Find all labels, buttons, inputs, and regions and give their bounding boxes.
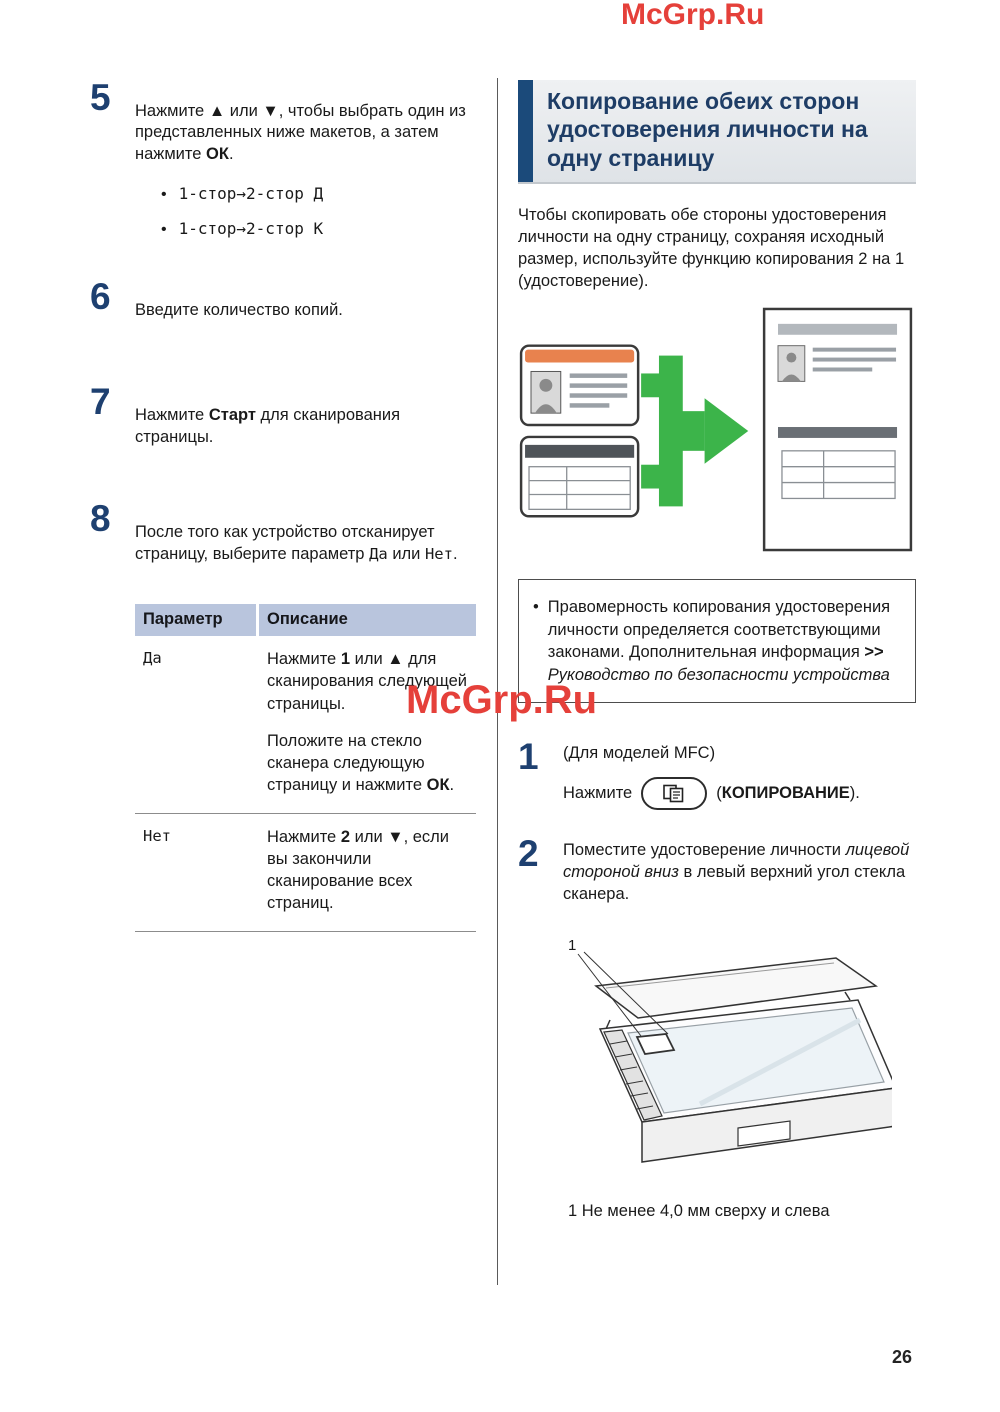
step-1 xyxy=(518,736,916,810)
step-text: Введите количество копий. xyxy=(135,300,343,319)
step-number: 8 xyxy=(90,498,111,540)
note-bullet: • xyxy=(533,598,539,617)
param-cell: Да xyxy=(135,636,259,814)
step-text: После того как устройство отсканирует страницу, выберите параметр Да или Нет. xyxy=(135,522,458,563)
options-table xyxy=(135,604,476,932)
desc-cell xyxy=(259,814,476,932)
step-body xyxy=(135,80,478,253)
step1-key-line: Нажмите (КОПИРОВАНИЕ). xyxy=(563,777,916,810)
step-body xyxy=(135,279,478,338)
step-text: Нажмите Старт для сканирования страницы. xyxy=(135,405,401,446)
step-number: 5 xyxy=(90,77,111,118)
note-text: Правомерность копирования удостоверения личности определяется соответствующими законами. Дополнительная информация >> Руководство по безопасности устройства xyxy=(547,598,891,684)
page-number: 26 xyxy=(892,1347,913,1367)
step-body xyxy=(135,384,478,465)
left-column xyxy=(90,77,478,932)
layout-option-list xyxy=(161,183,478,241)
intro-paragraph: Чтобы скопировать обе стороны удостоверения личности на одну страницу, сохраняя исходный размер, используйте функцию копирования 2 на 1 (удостоверение). xyxy=(518,205,905,291)
step-number: 6 xyxy=(90,276,111,318)
desc-paragraph: Положите на стекло сканера следующую страницу и нажмите ОК. xyxy=(267,731,455,795)
desc-cell xyxy=(259,636,476,814)
step-number: 7 xyxy=(90,381,111,423)
table-header-param: Параметр xyxy=(135,604,259,636)
step-text: Поместите удостоверение личности лицевой стороной вниз в левый верхний угол стекла сканера. xyxy=(563,840,910,903)
copy-icon xyxy=(662,784,686,803)
id-copy-figure xyxy=(518,306,915,553)
section-title: Копирование обеих сторон удостоверения личности на одну страницу xyxy=(547,88,868,171)
copy-arrow xyxy=(641,356,748,507)
section-heading xyxy=(518,80,916,184)
step-number: 1 xyxy=(518,736,539,778)
figure-caption: 1 Не менее 4,0 мм сверху и слева xyxy=(568,1201,830,1220)
step-2 xyxy=(518,832,916,906)
step-number: 2 xyxy=(518,832,539,874)
heading-accent-bar xyxy=(518,80,533,182)
step-body xyxy=(135,501,478,582)
table-header-desc: Описание xyxy=(259,604,476,636)
right-column xyxy=(518,80,916,1221)
step1-model-note: (Для моделей MFC) xyxy=(563,744,716,763)
step-8 xyxy=(90,498,478,582)
table-row xyxy=(135,636,476,814)
step-body xyxy=(563,836,916,906)
table-row xyxy=(135,814,476,932)
magnetic-stripe xyxy=(525,445,634,458)
desc-paragraph: Нажмите 1 или ▲ для сканирования следующей страницы. xyxy=(267,650,468,713)
list-item xyxy=(161,183,478,205)
list-item xyxy=(161,218,478,240)
layout-option: 1-стор→2-стор К xyxy=(178,219,324,239)
step-6 xyxy=(90,276,478,338)
scanner-figure xyxy=(540,932,892,1194)
step-7 xyxy=(90,381,478,465)
see-also-arrows: >> xyxy=(864,643,884,662)
param-cell: Нет xyxy=(135,814,259,932)
layout-option: 1-стор→2-стор Д xyxy=(178,183,324,203)
bullet: • xyxy=(161,221,167,239)
step-body xyxy=(563,739,916,810)
id-card-front xyxy=(521,346,638,425)
desc-paragraph: Нажмите 2 или ▼, если вы закончили сканирование всех страниц. xyxy=(267,827,450,913)
watermark-center: McGrp.Ru xyxy=(406,678,598,722)
copy-key-button xyxy=(641,777,707,810)
step-5 xyxy=(90,77,478,253)
table-header-row xyxy=(135,604,476,636)
output-page xyxy=(764,309,911,550)
callout-1-label: 1 xyxy=(568,936,577,954)
step-text: Нажмите ▲ или ▼, чтобы выбрать один из представленных ниже макетов, а затем нажмите ОК. xyxy=(135,101,466,164)
watermark-top: McGrp.Ru xyxy=(621,0,765,31)
id-card-back xyxy=(521,437,638,516)
bullet: • xyxy=(161,185,167,203)
